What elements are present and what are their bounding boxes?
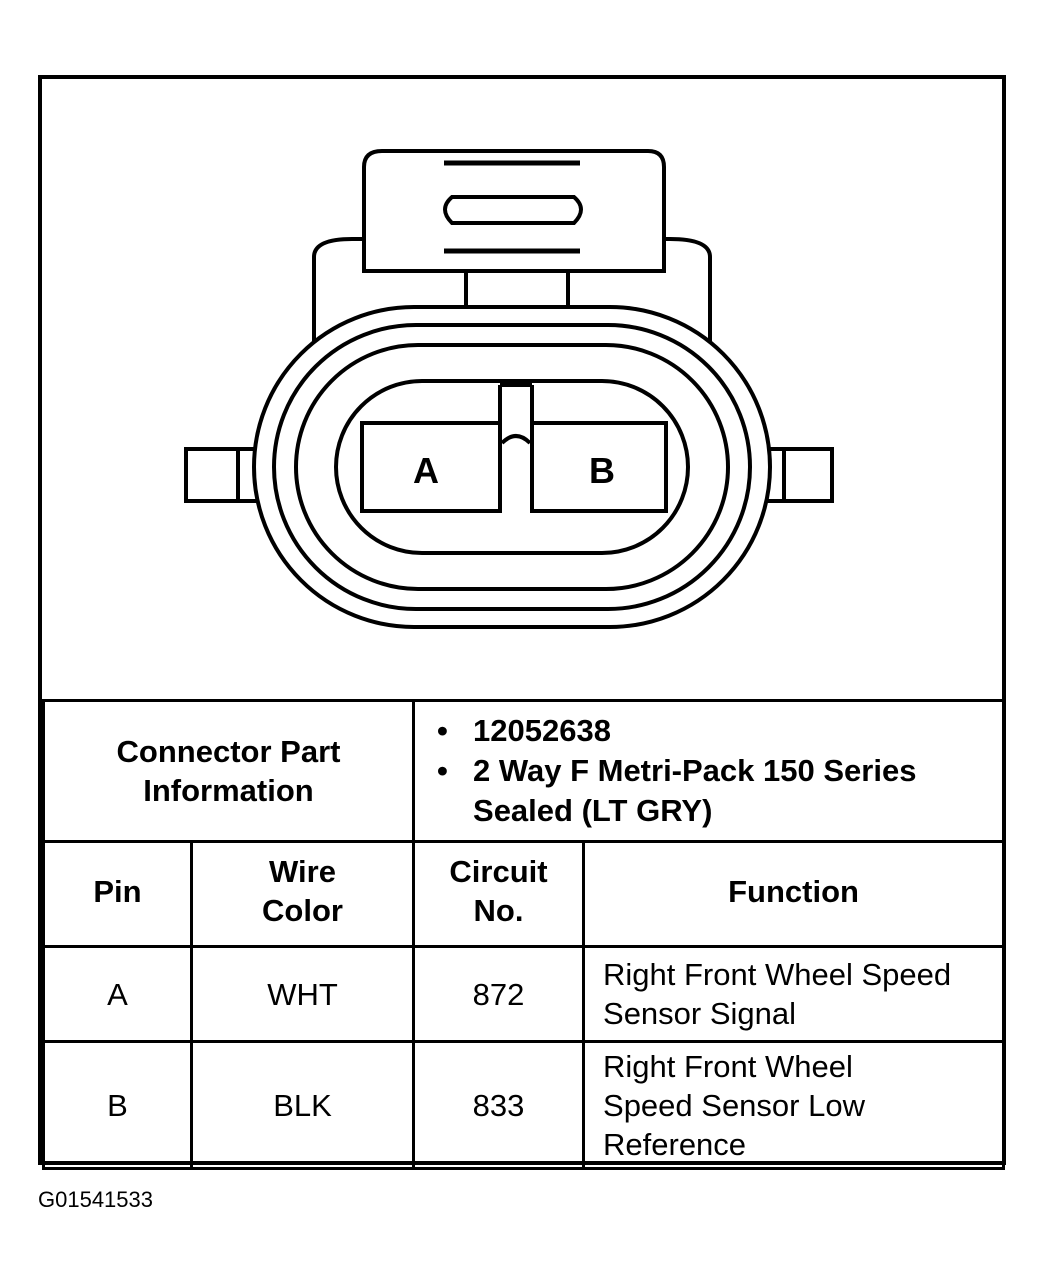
row-b-circuit: 833 — [414, 1042, 584, 1169]
connector-info-table — [42, 699, 1005, 1170]
table-row — [44, 947, 1004, 1042]
header-function: Function — [584, 842, 1004, 947]
header-wire-color: Wire Color — [192, 842, 414, 947]
connector-face-view — [42, 79, 1002, 699]
row-b-function: Right Front Wheel Speed Sensor Low Reference — [584, 1042, 1004, 1169]
row-a-circuit: 872 — [414, 947, 584, 1042]
table-row — [44, 1042, 1004, 1169]
figure-id: G01541533 — [38, 1187, 153, 1212]
header-pin: Pin — [44, 842, 192, 947]
pin-b-label: B — [589, 450, 615, 491]
row-b-wire-color: BLK — [192, 1042, 414, 1169]
diagram-frame — [38, 75, 1006, 1165]
row-a-wire-color: WHT — [192, 947, 414, 1042]
left-ear — [186, 449, 262, 501]
connector-drawing — [42, 79, 1002, 699]
row-b-pin: B — [44, 1042, 192, 1169]
connector-part-info-label: Connector Part Information — [44, 701, 414, 842]
connector-part-info-list — [414, 701, 1004, 842]
pin-a-label: A — [413, 450, 439, 491]
row-a-pin: A — [44, 947, 192, 1042]
table-header-row — [44, 842, 1004, 947]
header-circuit-no: Circuit No. — [414, 842, 584, 947]
part-number: • 12052638 — [473, 711, 1002, 751]
row-a-function: Right Front Wheel Speed Sensor Signal — [584, 947, 1004, 1042]
connector-description: • 2 Way F Metri-Pack 150 Series Sealed (LT GRY) — [473, 751, 953, 831]
